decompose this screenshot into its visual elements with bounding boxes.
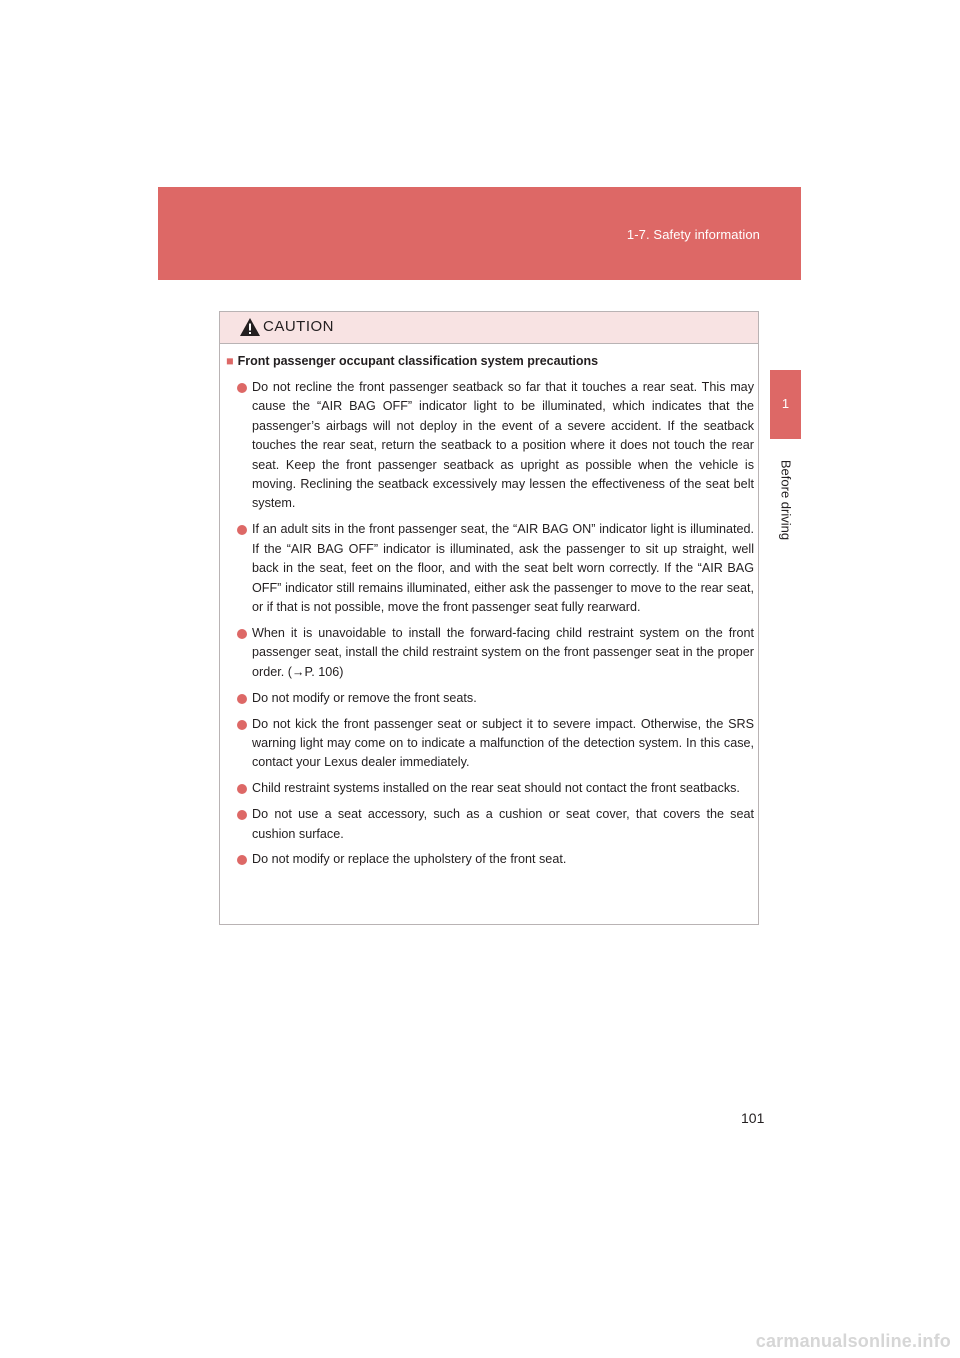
bullet-dot-icon bbox=[237, 694, 247, 704]
bullet-item bbox=[252, 624, 754, 682]
bullet-text: Child restraint systems installed on the rear seat should not contact the front seatbacks. bbox=[252, 781, 740, 796]
caution-title: CAUTION bbox=[263, 318, 334, 335]
bullet-dot-icon bbox=[237, 720, 247, 730]
bullet-item bbox=[252, 805, 754, 844]
bullet-text: If an adult sits in the front passenger seat, the “AIR BAG ON” indicator light is illuminated. If the “AIR BAG OFF” indicator is illuminated, ask the passenger to sit up straight, well back in the seat, feet on the floor, and with the seat belt worn correctly. If the “AIR BAG OFF” indicator still remains illuminated, either ask the passenger to move to the rear seat, or if that is not possible, move the front passenger seat fully rearward. bbox=[252, 522, 754, 614]
subheading-text: Front passenger occupant classification system precautions bbox=[237, 354, 599, 368]
bullet-dot-icon bbox=[237, 784, 247, 794]
watermark: carmanualsonline.info bbox=[755, 1331, 951, 1351]
chapter-number: 1 bbox=[781, 396, 790, 411]
bullet-text: Do not recline the front passenger seatback so far that it touches a rear seat. This may cause the “AIR BAG OFF” indicator light to be illuminated, which indicates that the passenger’s airbags will not deploy in the event of a severe accident. If the seatback touches the rear seat, return the seatback to a position where it does not touch the rear seat. Keep the front passenger seatback as upright as possible when the vehicle is moving. Reclining the seatback excessively may lessen the effectiveness of the seat belt system. bbox=[252, 380, 754, 511]
caution-box bbox=[219, 311, 759, 925]
bullet-text: When it is unavoidable to install the forward-facing child restraint system on the front passenger seat, install the child restraint system on the front passenger seat in the proper order. (→P. 106) bbox=[252, 625, 754, 679]
chapter-header-band bbox=[158, 187, 801, 280]
subheading-square-icon: ■ bbox=[226, 354, 234, 368]
bullet-dot-icon bbox=[237, 383, 247, 393]
chapter-label bbox=[768, 455, 804, 545]
bullet-text: Do not kick the front passenger seat or subject it to severe impact. Otherwise, the SRS warning light may come on to indicate a malfunction of the detection system. In this case, contact your Lexus dealer immediately. bbox=[252, 716, 754, 770]
bullet-item bbox=[252, 850, 754, 869]
caution-subheading bbox=[226, 354, 598, 368]
bullet-item bbox=[252, 715, 754, 773]
bullet-item bbox=[252, 689, 754, 708]
bullet-item bbox=[252, 779, 754, 798]
bullet-dot-icon bbox=[237, 525, 247, 535]
bullet-text: Do not modify or remove the front seats. bbox=[252, 690, 477, 705]
bullet-text: Do not modify or replace the upholstery of the front seat. bbox=[252, 852, 567, 867]
bullet-text: Do not use a seat accessory, such as a cushion or seat cover, that covers the seat cushion surface. bbox=[252, 807, 754, 841]
bullet-dot-icon bbox=[237, 629, 247, 639]
bullet-dot-icon bbox=[237, 810, 247, 820]
caution-header bbox=[220, 312, 758, 344]
section-title: 1-7. Safety information bbox=[626, 227, 760, 242]
bullet-item bbox=[252, 520, 754, 617]
chapter-label-text: Before driving bbox=[778, 459, 794, 541]
chapter-tab[interactable] bbox=[770, 370, 801, 439]
warning-triangle-icon bbox=[239, 317, 261, 337]
caution-bullet-list bbox=[252, 378, 754, 876]
bullet-item bbox=[252, 378, 754, 514]
caution-body bbox=[220, 344, 758, 924]
bullet-dot-icon bbox=[237, 855, 247, 865]
page-number: 101 bbox=[741, 1110, 765, 1126]
